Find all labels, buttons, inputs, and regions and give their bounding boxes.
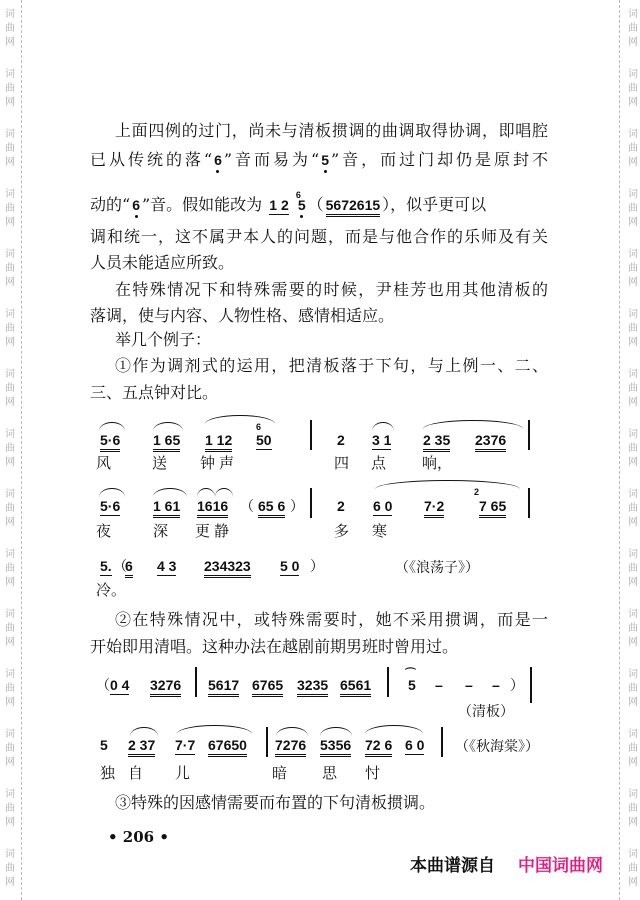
lyric: 冷。 — [96, 581, 127, 599]
lyric: 风 — [96, 454, 112, 472]
watermark-text: 词 曲 网 — [628, 849, 638, 888]
mark-qingban: （清板） — [458, 704, 514, 720]
note: 5617 — [208, 677, 239, 697]
note: 1 65 — [153, 432, 180, 452]
watermark-text: 词 曲 网 — [628, 129, 638, 168]
text: ”音而易为“ — [223, 150, 320, 169]
example-3-line-1: ③特殊的因感情需要而布置的下句清板掼调。 — [115, 793, 436, 812]
watermark-text: 词 曲 网 — [628, 429, 638, 468]
slur — [215, 488, 233, 497]
lyric: 四 — [334, 454, 350, 472]
watermark-text: 词 曲 网 — [628, 189, 638, 228]
note: 65 6 — [258, 498, 285, 518]
watermark-text: 词 曲 网 — [5, 69, 15, 108]
paragraph-1-line-1: 上面四例的过门，尚未与清板掼调的曲调取得协调，即唱腔 — [115, 121, 548, 140]
slur — [205, 415, 275, 424]
slur — [365, 725, 423, 734]
barline — [441, 727, 443, 757]
dash: – — [465, 677, 473, 693]
slur — [320, 727, 352, 736]
slur — [99, 422, 125, 431]
slur — [423, 420, 523, 429]
note: 7·2 — [424, 498, 444, 518]
lyric: 更静 — [195, 522, 234, 540]
barline — [528, 420, 530, 450]
paragraph-2-line-1: 在特殊情况下和特殊需要的时候，尹桂芳也用其他清板的 — [115, 280, 548, 299]
fermata-icon: ⌒ — [405, 668, 416, 680]
note-group: 5672615 — [326, 197, 381, 217]
watermark-text: 词 曲 网 — [5, 129, 15, 168]
slur — [177, 725, 252, 734]
note: 5 — [321, 152, 329, 168]
paragraph-2-line-2: 落调，使与内容、人物性格、感情相适应。 — [90, 306, 395, 325]
note-with-grace — [295, 190, 306, 213]
note: 6 — [214, 152, 222, 168]
bracket: ） — [310, 558, 324, 574]
slur — [372, 422, 394, 431]
barline — [310, 420, 312, 450]
grace-note: 2 — [474, 487, 480, 497]
watermark-text: 词 曲 网 — [5, 249, 15, 288]
note: 72 6 — [365, 737, 392, 757]
barline — [310, 488, 312, 518]
lyric: 响， — [422, 454, 453, 472]
note: 3276 — [150, 677, 181, 697]
note: 2 37 — [128, 737, 155, 757]
note: 50 — [256, 432, 272, 448]
note: 5·6 — [100, 498, 121, 514]
note: 2376 — [475, 432, 506, 452]
note: 67650 — [208, 737, 247, 757]
left-margin-line — [21, 0, 22, 900]
paragraph-1-line-5: 人员未能适应所致。 — [90, 253, 235, 272]
lyric: 深 — [153, 522, 169, 540]
watermark-text: 词 曲 网 — [628, 669, 638, 708]
note: 2 — [337, 498, 345, 514]
lyric: 夜 — [96, 522, 112, 540]
note: 5·6 — [100, 432, 120, 452]
source-title: （《秋海棠》） — [455, 739, 539, 755]
example-2-line-1: ②在特殊情况中，或特殊需要时，她不采用掼调，而是一 — [115, 610, 548, 629]
note: 6561 — [340, 677, 371, 697]
watermark-text: 词 曲 网 — [628, 249, 638, 288]
note: 2 — [337, 432, 345, 448]
lyric: 忖 — [365, 764, 381, 782]
note: 5 — [408, 677, 416, 693]
paragraph-1-line-2 — [90, 150, 548, 170]
lyric: 钟声 — [200, 454, 239, 472]
watermark-text: 词 曲 网 — [5, 9, 15, 48]
watermark-text: 词 曲 网 — [5, 609, 15, 648]
watermark-text: 词 曲 网 — [628, 369, 638, 408]
bracket: ） — [290, 498, 304, 514]
dash: – — [492, 677, 500, 693]
grace-note: 6 — [295, 190, 301, 200]
watermark-text: 词 曲 网 — [5, 549, 15, 588]
example-2-line-2: 开始即用清唱。这种办法在越剧前期男班时曾用过。 — [90, 637, 459, 656]
note: 7·7 — [175, 737, 196, 753]
watermark-text: 词 曲 网 — [628, 789, 638, 828]
barline — [266, 727, 268, 757]
note: 5. — [100, 558, 112, 574]
note: 6 — [132, 197, 140, 213]
note: 1 61 — [153, 498, 180, 518]
barline — [195, 667, 197, 697]
text: 动的“ — [90, 195, 131, 214]
paragraph-1-line-4: 调和统一，这不属尹本人的问题，而是与他合作的乐师及有关 — [90, 227, 548, 246]
lyric: 独 — [100, 764, 116, 782]
watermark-text: 词 曲 网 — [5, 669, 15, 708]
example-1-line-1: ①作为调剂式的运用，把清板落于下句，与上例一、二、 — [115, 356, 548, 375]
watermark-text: 词 曲 网 — [628, 609, 638, 648]
bracket: （ — [96, 677, 110, 693]
lyric: 点 — [371, 454, 387, 472]
text: （ — [307, 195, 324, 214]
watermark-text: 词 曲 网 — [628, 549, 638, 588]
watermark-text: 词 曲 网 — [628, 729, 638, 768]
watermark-text: 词 曲 网 — [5, 429, 15, 468]
right-margin-line — [619, 0, 620, 900]
slur — [153, 488, 187, 497]
paragraph-3: 举几个例子： — [115, 330, 212, 349]
lyric: 自 — [128, 764, 144, 782]
bracket: （ — [240, 498, 254, 514]
watermark-text: 词 曲 网 — [628, 309, 638, 348]
footer-site-link[interactable]: 中国词曲网 — [518, 856, 603, 876]
note: 5 — [297, 197, 306, 213]
lyric: 寒 — [372, 522, 388, 540]
watermark-text: 词 曲 网 — [5, 189, 15, 228]
dash: – — [435, 677, 443, 693]
text: ），似乎更可以 — [382, 195, 487, 214]
note: 6 0 — [405, 737, 425, 753]
note: 5356 — [320, 737, 351, 757]
lyric: 思 — [322, 764, 338, 782]
text: 已从传统的落“ — [90, 150, 213, 169]
note: 3235 — [297, 677, 328, 697]
watermark-text: 词 曲 网 — [628, 69, 638, 108]
watermark-text: 词 曲 网 — [5, 729, 15, 768]
note-group: 1 2 — [269, 197, 289, 213]
note: 7 65 — [479, 498, 506, 518]
watermark-text: 词 曲 网 — [5, 849, 15, 888]
note: 6765 — [252, 677, 283, 697]
watermark-text: 词 曲 网 — [5, 309, 15, 348]
slur — [276, 727, 308, 736]
slur — [130, 727, 158, 736]
slur — [99, 488, 125, 497]
note: 0 4 — [110, 677, 130, 693]
note: 5 — [100, 737, 108, 753]
note: 1616 — [197, 498, 228, 518]
note: 3 1 — [372, 432, 392, 448]
note: 5 0 — [280, 558, 300, 574]
slur — [197, 488, 215, 497]
lyric: 暗 — [272, 764, 288, 782]
source-title: （《浪荡子》） — [395, 560, 479, 576]
barline — [528, 488, 530, 518]
note: 7276 — [275, 737, 306, 757]
watermark-text: 词 曲 网 — [628, 9, 638, 48]
barline — [530, 667, 532, 703]
note: 6 — [125, 558, 133, 578]
lyric: 儿 — [175, 764, 191, 782]
watermark-text: 词 曲 网 — [5, 789, 15, 828]
watermark-text: 词 曲 网 — [628, 489, 638, 528]
bracket: ） — [510, 677, 524, 693]
slur — [153, 422, 183, 431]
note: 1 12 — [205, 432, 232, 452]
bracket: （ — [113, 558, 127, 574]
example-1-line-2: 三、五点钟对比。 — [90, 383, 219, 402]
text: ”音，而过门却仍是原封不 — [330, 150, 548, 169]
lyric: 多 — [334, 522, 350, 540]
text: ”音。假如能改为 — [141, 195, 263, 214]
watermark-text: 词 曲 网 — [5, 489, 15, 528]
note: 6 0 — [373, 498, 393, 514]
watermark-text: 词 曲 网 — [5, 369, 15, 408]
note: 4 3 — [157, 558, 177, 574]
lyric: 送 — [152, 454, 168, 472]
note: 234323 — [204, 558, 251, 578]
footer-source-label: 本曲谱源自 — [410, 856, 495, 876]
paragraph-1-line-3 — [90, 190, 548, 215]
note: 2 35 — [423, 432, 450, 452]
barline — [387, 667, 389, 697]
slur — [375, 480, 520, 489]
grace-note: 6 — [256, 422, 262, 432]
page-number: • 206 • — [108, 828, 169, 846]
